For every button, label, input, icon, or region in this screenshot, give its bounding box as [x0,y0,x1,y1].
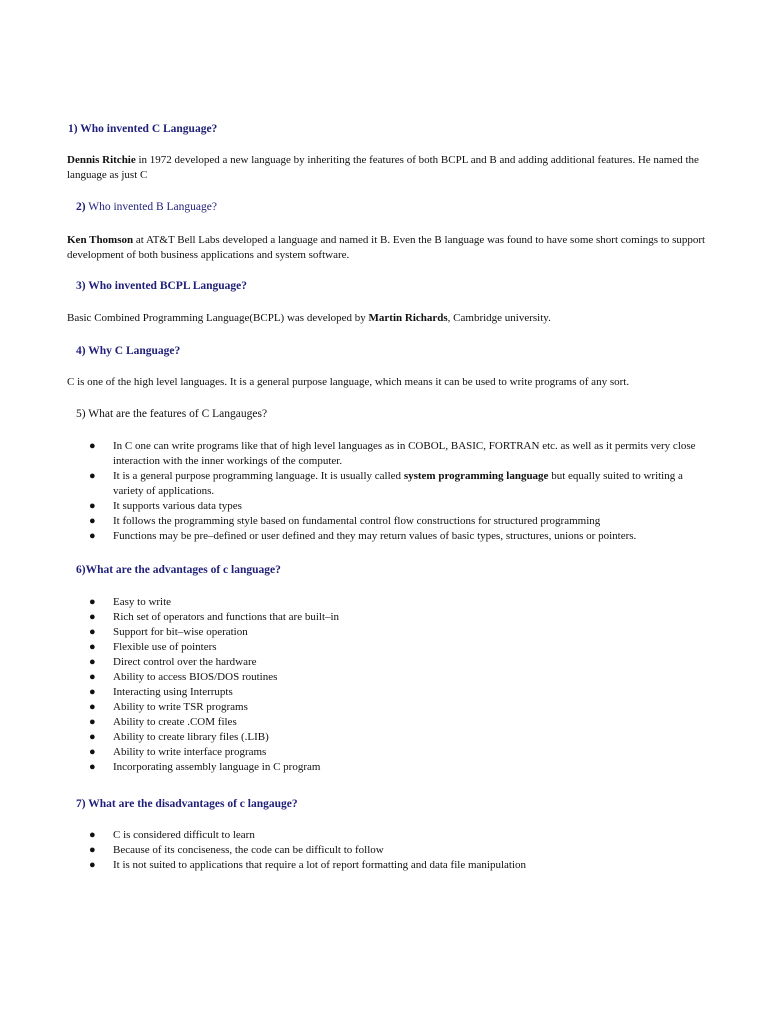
list-item-text: Direct control over the hardware [113,656,257,668]
bullet-icon: ● [89,844,96,856]
list-item [0,858,713,873]
answer-3-name: Martin Richards [368,312,448,324]
answer-1-name: Dennis Ritchie [67,154,136,166]
question-6-heading: 6)What are the advantages of c language? [76,564,281,576]
answer-3-text-after: , Cambridge university. [447,312,551,324]
answer-2-paragraph [67,233,717,263]
list-item [0,595,713,610]
question-2-number: 2) [76,201,86,213]
question-5-heading: 5) What are the features of C Langauges? [76,408,268,420]
bullet-icon: ● [89,716,96,728]
bullet-icon: ● [89,671,96,683]
answer-2-text: at AT&T Bell Labs developed a language and named it B. Even the B language was found to have some short comings to support development of both business applications and system software. [67,234,706,261]
list-item [0,730,713,745]
bullet-icon: ● [89,731,96,743]
list-item-text: Ability to write interface programs [113,746,267,758]
list-item-text: but equally suited to writing a variety of applications. [113,470,683,497]
answer-4-paragraph: C is one of the high level languages. It is a general purpose language, which means it can be used to write programs of any sort. [67,376,630,388]
list-item-text: In C one can write programs like that of high level languages as in COBOL, BASIC, FORTRAN etc. as well as it permits very close interaction with the inner workings of the computer. [113,440,696,467]
answer-2-name: Ken Thomson [67,234,134,246]
list-item [0,529,713,544]
list-item-text: Ability to access BIOS/DOS routines [113,671,278,683]
list-item [0,439,713,469]
bullet-icon: ● [89,596,96,608]
bullet-icon: ● [89,829,96,841]
bullet-icon: ● [89,761,96,773]
bullet-icon: ● [89,530,96,542]
list-item-text: It supports various data types [113,500,242,512]
question-1-heading: 1) Who invented C Language? [68,123,218,135]
bullet-icon: ● [89,701,96,713]
list-item [0,700,713,715]
disadvantages-list [0,828,768,873]
bullet-icon: ● [89,611,96,623]
answer-1-paragraph [67,153,717,183]
list-item-text: Functions may be pre–defined or user defined and they may return values of basic types, structures, unions or pointers. [113,530,637,542]
bullet-icon: ● [89,859,96,871]
list-item [0,745,713,760]
bullet-icon: ● [89,656,96,668]
list-item [0,685,713,700]
list-item-text: Rich set of operators and functions that are built–in [113,611,340,623]
list-item [0,760,713,775]
list-item-text: Support for bit–wise operation [113,626,248,638]
list-item-text: It is a general purpose programming language. It is usually called [113,470,404,482]
list-item [0,828,713,843]
bullet-icon: ● [89,500,96,512]
list-item [0,469,713,499]
answer-1-text: in 1972 developed a new language by inheriting the features of both BCPL and B and adding additional features. He named the language as just C [67,154,699,181]
bullet-icon: ● [89,515,96,527]
list-item [0,640,713,655]
features-list [0,439,768,544]
question-2-heading [76,200,217,215]
list-item-text: Ability to write TSR programs [113,701,248,713]
list-item-text: Interacting using Interrupts [113,686,233,698]
list-item [0,670,713,685]
list-item [0,610,713,625]
question-7-heading: 7) What are the disadvantages of c langauge? [76,798,298,810]
list-item [0,655,713,670]
list-item [0,625,713,640]
bullet-icon: ● [89,641,96,653]
list-item-text: It follows the programming style based on fundamental control flow constructions for structured programming [113,515,601,527]
answer-3-paragraph [67,311,717,326]
bullet-icon: ● [89,686,96,698]
list-item [0,715,713,730]
list-item [0,514,713,529]
list-item-text: Easy to write [113,596,172,608]
list-item-text: It is not suited to applications that require a lot of report formatting and data file manipulation [113,859,526,871]
list-item [0,843,713,858]
list-item-text: C is considered difficult to learn [113,829,255,841]
bullet-icon: ● [89,746,96,758]
bullet-icon: ● [89,626,96,638]
question-4-heading: 4) Why C Language? [76,345,181,357]
list-item-text: Ability to create .COM files [113,716,237,728]
list-item-text: Incorporating assembly language in C program [113,761,321,773]
list-item-text: Ability to create library files (.LIB) [113,731,269,743]
list-item-text: Because of its conciseness, the code can be difficult to follow [113,844,384,856]
list-item [0,499,713,514]
question-2-label: Who invented B Language? [85,201,217,213]
question-3-heading: 3) Who invented BCPL Language? [76,280,248,292]
bullet-icon: ● [89,470,96,482]
list-item-bold-text: system programming language [403,470,549,482]
list-item-text: Flexible use of pointers [113,641,217,653]
advantages-list [0,595,768,775]
bullet-icon: ● [89,440,96,452]
answer-3-text-before: Basic Combined Programming Language(BCPL) was developed by [67,312,369,324]
